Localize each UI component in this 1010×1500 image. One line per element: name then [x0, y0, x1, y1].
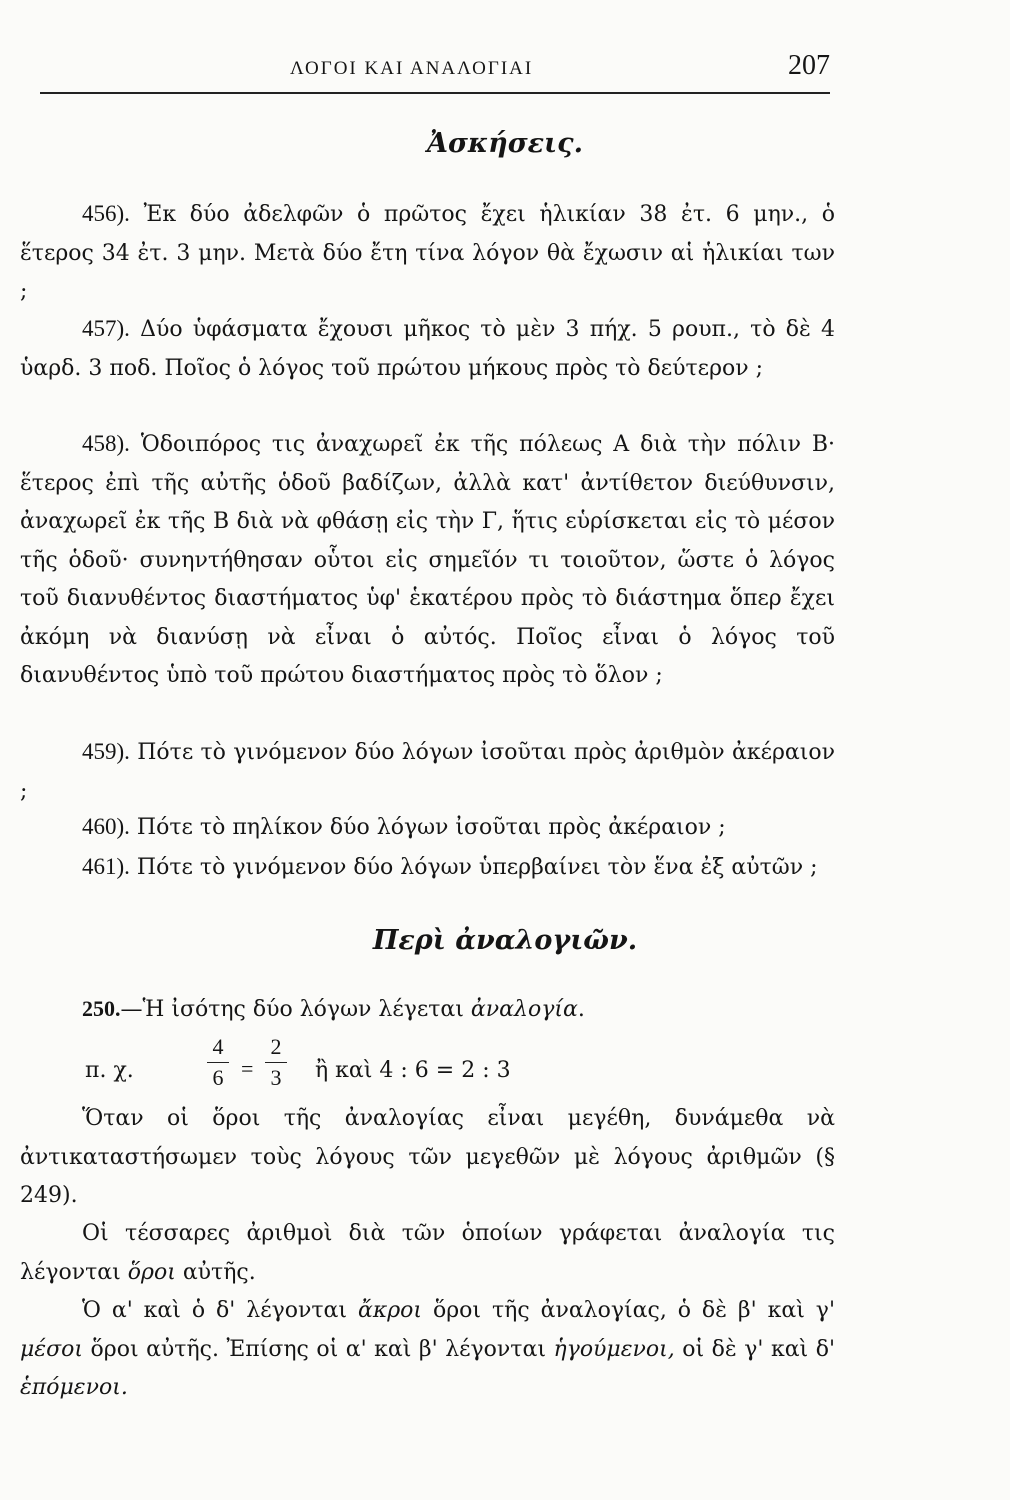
paragraph-text: ὅροι τῆς ἀναλογίας, ὁ δὲ β' καὶ γ': [433, 1298, 835, 1323]
term-mesoi: μέσοι: [20, 1336, 83, 1362]
paragraph-terms-magnitudes: Ὅταν οἱ ὅροι τῆς ἀναλογίας εἶναι μεγέθη, δυνάμεθα νὰ ἀντικαταστήσωμεν τοὺς λόγους τῶν μεγεθῶν μὲ λόγους ἀριθμῶν (§ 249).: [20, 1106, 835, 1208]
fraction-denominator: 6: [212, 1065, 224, 1090]
fraction-numerator: 2: [270, 1034, 282, 1059]
paragraph-text: Οἱ τέσσαρες ἀριθμοὶ διὰ τῶν ὁποίων γράφεται ἀναλογία τις λέγονται: [20, 1221, 835, 1285]
page-header: [40, 50, 830, 90]
exercise-text: Πότε τὸ γινόμενον δύο λόγων ὑπερβαίνει τὸν ἕνα ἐξ αὐτῶν ;: [136, 855, 818, 880]
equals-sign: =: [241, 1056, 254, 1081]
intro-text: —Ἡ ἰσότης δύο λόγων λέγεται: [120, 997, 464, 1022]
exercise-459: [20, 733, 835, 811]
exercise-458: [20, 425, 835, 696]
term-analogia: ἀναλογία: [470, 997, 578, 1022]
exercise-text: Ὁδοιπόρος τις ἀναχωρεῖ ἐκ τῆς πόλεως Α διὰ τὴν πόλιν Β· ἕτερος ἐπὶ τῆς αὐτῆς ὁδοῦ βαδίζων, ἀλλὰ κατ' ἀντίθετον διεύθυνσιν, ἀναχωρεῖ ἐκ τῆς Β διὰ νὰ φθάσῃ εἰς τὴν Γ, ἥτις εὑρίσκεται εἰς τὸ μέσον τῆς ὁδοῦ· συνηντήθησαν οὗτοι εἰς σημεῖόν τι τοιοῦτον, ὥστε ὁ λόγος τοῦ διανυθέντος διαστήματος ὑφ' ἑκατέρου πρὸς τὸ διάστημα ὅπερ ἔχει ἀκόμη νὰ διανύσῃ νὰ εἶναι ὁ αὐτός. Ποῖος εἶναι ὁ λόγος τοῦ διανυθέντος ὑπὸ τοῦ πρώτου διαστήματος πρὸς τὸ ὅλον ;: [20, 432, 835, 688]
running-title: ΛΟΓΟΙ ΚΑΙ ΑΝΑΛΟΓΙΑΙ: [290, 58, 534, 79]
page-number: 207: [788, 50, 830, 81]
term-igoumenoi: ἡγούμενοι,: [553, 1336, 675, 1362]
exercise-text: Πότε τὸ γινόμενον δύο λόγων ἰσοῦται πρὸς ἀριθμὸν ἀκέραιον ;: [20, 740, 836, 804]
fraction-bar: [207, 1062, 229, 1063]
proportion-inline: ἢ καὶ 4 : 6 = 2 : 3: [315, 1058, 511, 1083]
exercise-text: Δύο ὑφάσματα ἔχουσι μῆκος τὸ μὲν 3 πήχ. 5 ρουπ., τὸ δὲ 4 ὑαρδ. 3 ποδ. Ποῖος ὁ λόγος τοῦ πρώτου μήκους πρὸς τὸ δεύτερον ;: [20, 317, 835, 381]
exercise-number: 456).: [82, 201, 130, 226]
paragraph-extremes-means: [20, 1292, 835, 1408]
paragraph-text: οἱ δὲ γ' καὶ δ': [682, 1336, 835, 1362]
example-label: π. χ.: [85, 1058, 134, 1083]
term-oroi: ὅροι: [127, 1259, 176, 1285]
section-number: 250.: [82, 996, 121, 1021]
paragraph-text: Ὁ α' καὶ ὁ δ' λέγονται: [82, 1298, 348, 1323]
exercise-number: 457).: [82, 316, 130, 341]
fraction-two-thirds: [265, 1034, 287, 1091]
paragraph-text: αὐτῆς.: [182, 1259, 256, 1285]
exercise-number: 461).: [82, 854, 130, 879]
exercise-number: 460).: [82, 814, 130, 839]
exercise-461: [20, 848, 835, 888]
term-akroi: ἄκροι: [357, 1298, 423, 1323]
example-formula: [85, 1030, 785, 1100]
term-epomenoi: ἑπόμενοι.: [20, 1375, 128, 1400]
exercise-456: [20, 195, 835, 312]
fraction-denominator: 3: [270, 1065, 282, 1090]
header-rule: [40, 92, 830, 94]
exercise-number: 458).: [82, 431, 130, 456]
exercise-text: Ἐκ δύο ἀδελφῶν ὁ πρῶτος ἔχει ἡλικίαν 38 ἐτ. 6 μην., ὁ ἕτερος 34 ἐτ. 3 μην. Μετὰ δύο ἔτη τίνα λόγον θὰ ἔχωσιν αἱ ἡλικίαι των ;: [20, 202, 835, 304]
fraction-four-sixths: [207, 1034, 229, 1091]
paragraph-terms: [20, 1215, 835, 1292]
section-250-intro: 250.—Ἡ ἰσότης δύο λόγων λέγεται ἀναλογία.: [82, 996, 585, 1022]
fraction-numerator: 4: [212, 1034, 224, 1059]
exercises-heading: Ἀσκήσεις.: [427, 128, 583, 159]
paragraph-text: ὅροι αὐτῆς. Ἐπίσης οἱ α' καὶ β' λέγονται: [90, 1336, 546, 1362]
exercise-460: [20, 808, 835, 848]
section-heading: Περὶ ἀναλογιῶν.: [372, 925, 638, 956]
fraction-bar: [265, 1062, 287, 1063]
exercise-457: [20, 310, 835, 388]
exercise-text: Πότε τὸ πηλίκον δύο λόγων ἰσοῦται πρὸς ἀκέραιον ;: [136, 815, 726, 840]
exercise-number: 459).: [82, 739, 130, 764]
